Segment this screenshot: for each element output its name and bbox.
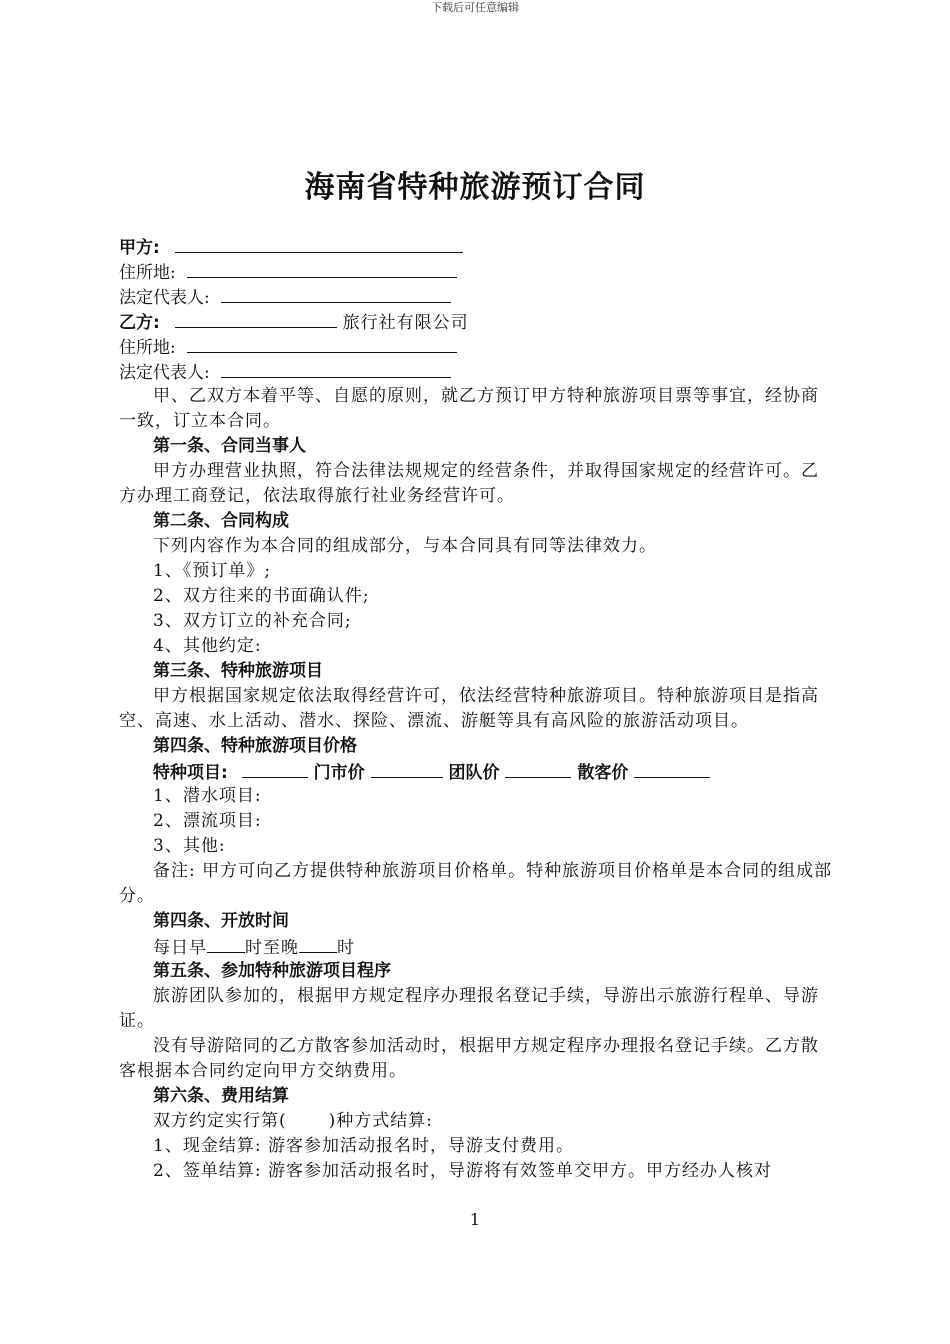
article-5-text-1: 旅游团队参加的，根据甲方规定程序办理报名登记手续，导游出示旅游行程单、导游证。 (119, 986, 819, 1031)
item-label: 特种项目: (153, 763, 228, 783)
article-6-heading: 第六条、费用结算 (153, 1086, 289, 1106)
list-item: 1、《预订单》; (153, 561, 272, 581)
time-suffix: 时 (337, 938, 355, 958)
party-b-legal-rep-row (119, 359, 834, 384)
party-a-row (119, 234, 834, 259)
list-item: 1、现金结算: 游客参加活动报名时，导游支付费用。 (153, 1136, 574, 1156)
address-label: 住所地: (119, 338, 176, 358)
address-label: 住所地: (119, 263, 176, 283)
article-2-text: 下列内容作为本合同的组成部分，与本合同具有同等法律效力。 (153, 536, 657, 556)
page-header: 下载后可任意编辑 (431, 1, 519, 14)
opening-hours-heading: 第四条、开放时间 (153, 911, 289, 931)
legal-rep-label: 法定代表人: (119, 288, 210, 308)
article-1-heading: 第一条、合同当事人 (153, 436, 306, 456)
individual-price-blank[interactable] (634, 759, 710, 778)
party-a-legal-rep-blank[interactable] (221, 284, 451, 303)
article-3-heading: 第三条、特种旅游项目 (153, 661, 323, 681)
list-item: 2、签单结算: 游客参加活动报名时，导游将有效签单交甲方。甲方经办人核对 (153, 1161, 772, 1181)
party-a-address-blank[interactable] (187, 259, 457, 278)
legal-rep-label: 法定代表人: (119, 363, 210, 383)
item-blank[interactable] (242, 759, 308, 778)
article-5-text-2: 没有导游陪同的乙方散客参加活动时，根据甲方规定程序办理报名登记手续。乙方散客根据本合同约定向甲方交纳费用。 (119, 1036, 819, 1081)
list-item: 1、潜水项目: (153, 786, 262, 806)
list-item: 2、双方往来的书面确认件; (153, 586, 370, 606)
party-a-label: 甲方: (119, 238, 160, 258)
group-price-blank[interactable] (505, 759, 571, 778)
intro-paragraph: 甲、乙双方本着平等、自愿的原则，就乙方预订甲方特种旅游项目票等事宜，经协商一致，订立本合同。 (119, 386, 819, 431)
party-b-row (119, 309, 834, 334)
retail-price-label: 门市价 (313, 763, 365, 783)
close-time-blank[interactable] (299, 934, 337, 953)
individual-price-label: 散客价 (577, 763, 629, 783)
list-item: 2、漂流项目: (153, 811, 262, 831)
document-title: 海南省特种旅游预订合同 (304, 170, 646, 205)
opening-hours-row (119, 934, 834, 959)
open-time-blank[interactable] (207, 934, 245, 953)
party-b-suffix: 旅行社有限公司 (342, 313, 469, 333)
party-b-blank[interactable] (175, 309, 337, 328)
article-4-heading: 第四条、特种旅游项目价格 (153, 736, 357, 756)
party-a-legal-rep-row (119, 284, 834, 309)
article-1-text: 甲方办理营业执照，符合法律法规规定的经营条件，并取得国家规定的经营许可。乙方办理工商登记，依法取得旅行社业务经营许可。 (119, 461, 819, 506)
article-5-heading: 第五条、参加特种旅游项目程序 (153, 961, 391, 981)
list-item: 3、双方订立的补充合同; (153, 611, 352, 631)
time-prefix: 每日早 (153, 938, 207, 958)
time-mid: 时至晚 (245, 938, 299, 958)
settlement-choice-row (119, 1109, 834, 1134)
choice-suffix: )种方式结算: (328, 1111, 434, 1131)
price-row (119, 759, 834, 784)
article-2-heading: 第二条、合同构成 (153, 511, 289, 531)
list-item: 4、其他约定: (153, 636, 262, 656)
party-a-address-row (119, 259, 834, 284)
party-b-address-blank[interactable] (187, 334, 457, 353)
party-b-label: 乙方: (119, 313, 160, 333)
party-a-blank[interactable] (175, 234, 463, 253)
choice-prefix: 双方约定实行第( (153, 1111, 287, 1131)
group-price-label: 团队价 (448, 763, 500, 783)
party-b-address-row (119, 334, 834, 359)
document-body (119, 234, 834, 1184)
article-3-text: 甲方根据国家规定依法取得经营许可，依法经营特种旅游项目。特种旅游项目是指高空、高速、水上活动、潜水、探险、漂流、游艇等具有高风险的旅游活动项目。 (119, 686, 819, 731)
party-b-legal-rep-blank[interactable] (221, 359, 451, 378)
list-item: 3、其他: (153, 836, 226, 856)
retail-price-blank[interactable] (371, 759, 443, 778)
price-note: 备注: 甲方可向乙方提供特种旅游项目价格单。特种旅游项目价格单是本合同的组成部分。 (119, 861, 833, 906)
page-number: 1 (469, 1210, 481, 1229)
